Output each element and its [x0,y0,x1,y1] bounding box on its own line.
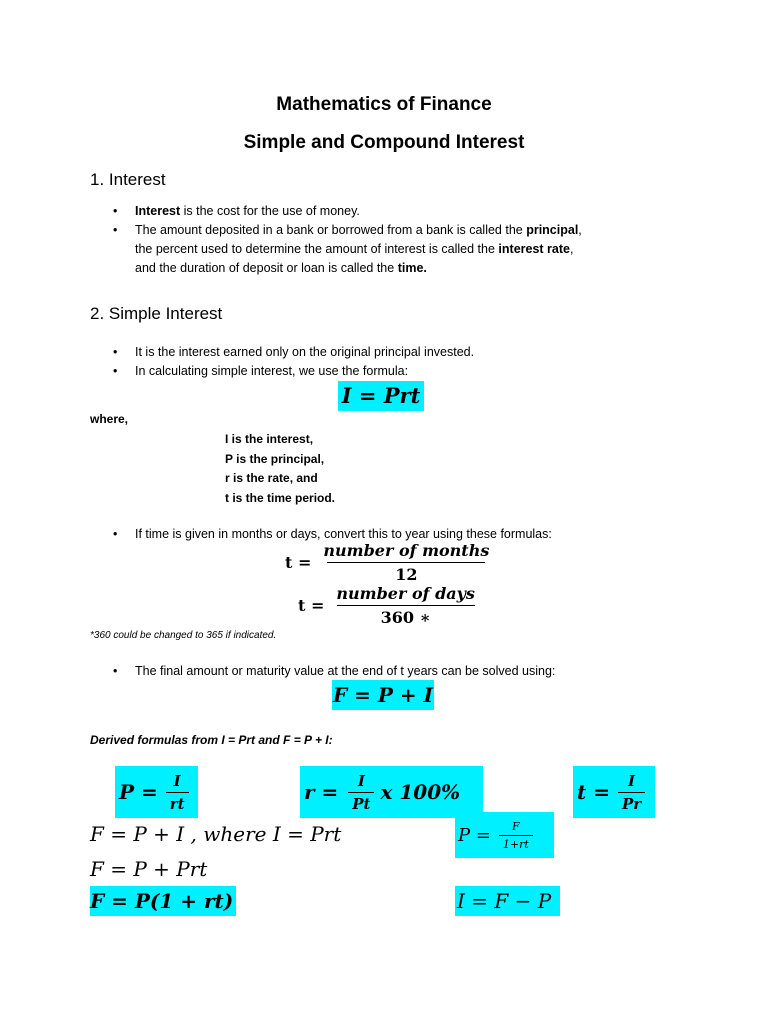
rate-formula [300,766,483,818]
text-span: The amount deposited in a bank or borrowed from a bank is called the [135,223,527,237]
bullet-marker: • [113,204,118,218]
derivation-line-1: F = P + I , where I = Prt [90,822,342,846]
formula-lhs: P = [119,780,158,804]
term-interest-rate: interest rate [498,242,570,256]
interest-from-final-formula: I = F − P [455,886,560,916]
text-span: and the duration of deposit or loan is called the [135,261,398,275]
compound-principal-formula: F = P(1 + rt) [90,886,236,916]
fraction-denominator: Pr [618,792,645,813]
fraction-denominator: 12 [327,562,485,584]
fraction-numerator: I [173,771,181,790]
principal-fraction [166,772,189,813]
interest-definition [135,202,360,221]
where-label: where, [90,412,129,426]
final-amount-formula: F = P + I [332,680,434,710]
fraction-numerator: I [628,771,636,790]
principal-from-final-formula [455,812,554,858]
formula-lhs: r = [304,780,339,804]
fraction-denominator: 1+rt [499,835,533,851]
fraction-denominator: 360 ∗ [337,605,475,627]
definition-item: t is the time period. [225,490,336,505]
document-subtitle: Simple and Compound Interest [243,132,525,153]
months-formula [285,541,493,584]
fraction-denominator: Pt [348,792,374,813]
fraction-numerator: number of months [323,541,490,560]
fraction-numerator: F [512,819,520,833]
maturity-intro: The final amount or maturity value at the end of t years can be solved using: [135,664,556,678]
definition-item: P is the principal, [225,451,325,466]
principal-final-fraction [499,820,533,851]
footnote: *360 could be changed to 365 if indicated. [90,630,277,641]
simple-interest-formula: I = Prt [338,381,424,411]
time-fraction [618,772,645,813]
derived-heading: Derived formulas from I = Prt and F = P + I: [90,733,333,747]
term-time: time. [397,261,427,275]
time-conversion-intro: If time is given in months or days, convert this to year using these formulas: [135,527,552,541]
principal-formula [115,766,198,818]
text-span: , [569,242,574,256]
principal-definition [135,221,695,278]
bullet-marker: • [113,345,118,359]
days-fraction [332,584,479,627]
months-fraction [319,541,493,584]
definition-text: is the cost for the use of money. [180,204,360,218]
t-label: t = [285,553,312,572]
definition-item: r is the rate, and [225,471,318,485]
formula-lhs: t = [577,780,610,804]
term-interest: Interest [135,204,181,218]
simple-interest-definition: It is the interest earned only on the original principal invested. [135,345,475,359]
days-formula [298,584,479,627]
section-heading-simple-interest: 2. Simple Interest [90,304,223,323]
bullet-marker: • [113,223,118,237]
formula-intro: In calculating simple interest, we use the formula: [135,364,409,378]
bullet-marker: • [113,664,118,678]
formula-lhs: P = [458,824,491,846]
bullet-marker: • [113,527,118,541]
bullet-marker: • [113,364,118,378]
rate-fraction [348,772,374,813]
fraction-numerator: number of days [336,584,475,603]
definition-item: I is the interest, [225,432,314,446]
section-heading-interest: 1. Interest [90,170,166,189]
fraction-numerator: I [357,771,365,790]
t-label: t = [298,596,325,615]
formula-tail: x 100% [380,780,461,804]
variable-definitions [225,430,335,508]
time-formula [573,766,655,818]
text-span: the percent used to determine the amount of interest is called the [135,242,499,256]
fraction-denominator: rt [166,792,189,813]
document-title: Mathematics of Finance [276,94,492,115]
term-principal: principal [526,223,579,237]
derivation-line-2: F = P + Prt [90,857,208,881]
text-span: , [578,223,582,237]
